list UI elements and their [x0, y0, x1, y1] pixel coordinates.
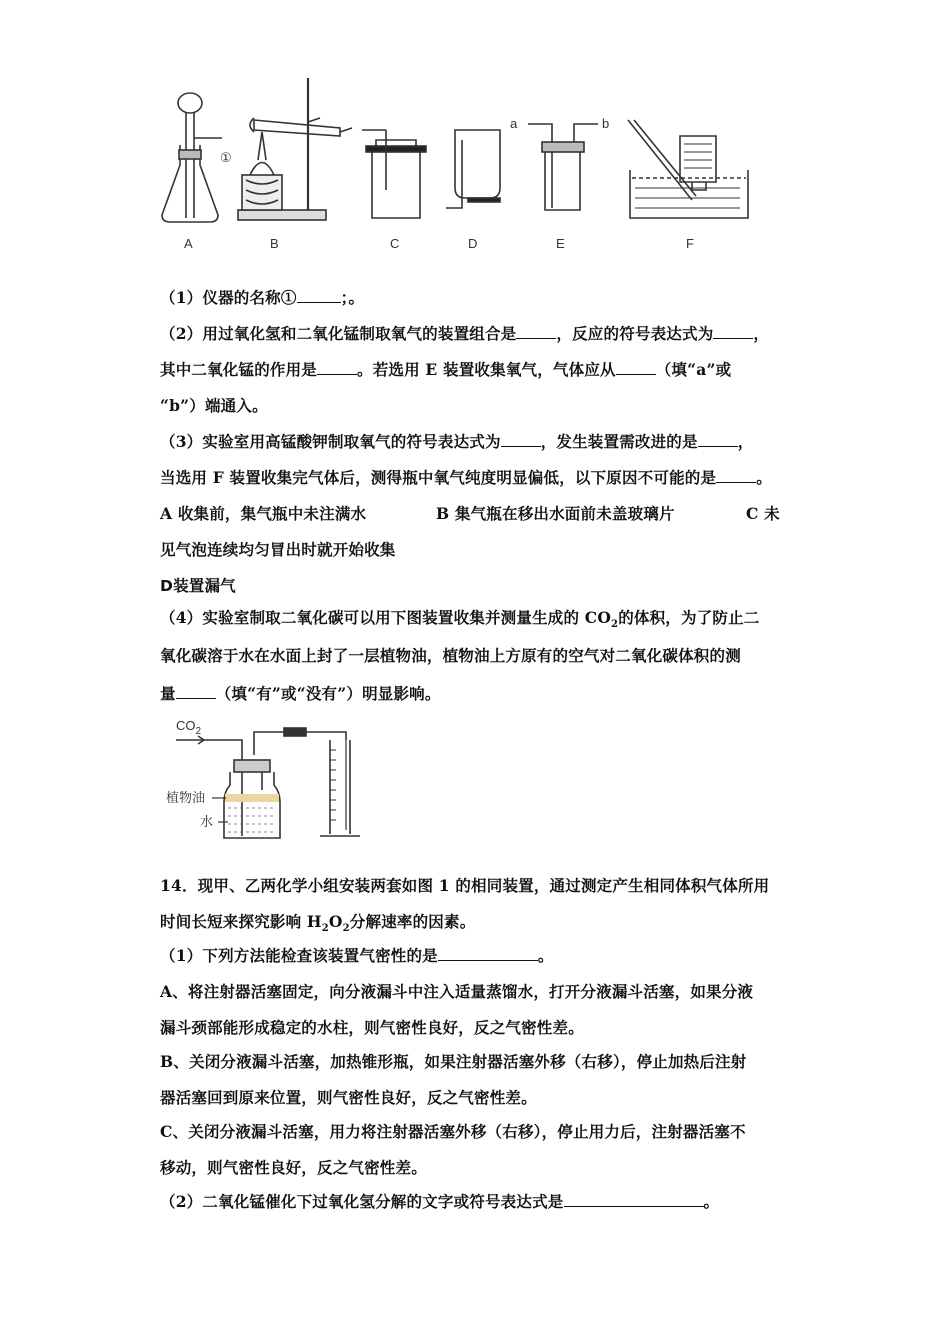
q13-part3-line1: （3）实验室用高锰酸钾制取氧气的符号表达式为 ，发生装置需改进的是 ， [160, 432, 754, 451]
answer-blank[interactable] [698, 432, 738, 447]
q14-part1: （1）下列方法能检查该装置气密性的是 。 [160, 946, 554, 965]
answer-blank[interactable] [176, 684, 216, 699]
label-e: E [556, 236, 565, 251]
apparatus-a [162, 93, 222, 222]
apparatus-c [362, 130, 426, 218]
q14-option-a-line2: 漏斗颈部能形成稳定的水柱，则气密性良好，反之气密性差。 [160, 1018, 584, 1037]
apparatus-b [238, 78, 352, 220]
oil-label: 植物油 [166, 790, 206, 805]
answer-blank[interactable] [501, 432, 541, 447]
answer-blank[interactable] [317, 360, 357, 375]
apparatus-f [628, 120, 748, 218]
q13-part4-line3: 量 （填“有”或“没有”）明显影响。 [160, 684, 441, 703]
q13-part4-line2: 氧化碳溶于水在水面上封了一层植物油，植物油上方原有的空气对二氧化碳体积的测 [160, 646, 741, 665]
q14-option-a-line1: A、将注射器活塞固定，向分液漏斗中注入适量蒸馏水，打开分液漏斗活塞，如果分液 [160, 982, 754, 1001]
option-d: D装置漏气 [160, 577, 236, 595]
answer-blank[interactable] [713, 324, 753, 339]
q13-part4-line1: （4）实验室制取二氧化碳可以用下图装置收集并测量生成的 $CO_2$的体积，为了防止二 [160, 608, 760, 631]
q14-part2: （2）二氧化锰催化下过氧化氢分解的文字或符号表达式是 。 [160, 1192, 720, 1211]
option-a: A 收集前，集气瓶中未注满水 [160, 504, 367, 523]
q14-option-b-line1: B、关闭分液漏斗活塞，加热锥形瓶，如果注射器活塞外移（右移），停止加热后注射 [160, 1052, 747, 1071]
answer-blank[interactable] [716, 468, 756, 483]
option-b: B 集气瓶在移出水面前未盖玻璃片 [436, 504, 675, 523]
water-label: 水 [200, 814, 214, 829]
answer-blank[interactable] [297, 288, 341, 303]
label-b: B [270, 236, 279, 251]
option-c-continued: 见气泡连续均匀冒出时就开始收集 [160, 540, 396, 559]
q14-stem-line1: 14．现甲、乙两化学小组安装两套如图 1 的相同装置，通过测定产生相同体积气体所用 [160, 876, 770, 895]
q14-stem-line2: 时间长短来探究影响 $H_2O_2$分解速率的因素。 [160, 912, 476, 935]
answer-blank[interactable] [564, 1192, 704, 1207]
q13-part2-line2: 其中二氧化锰的作用是 。若选用 E 装置收集氧气，气体应从 （填“a”或 [160, 360, 732, 379]
apparatus-figure [150, 70, 770, 260]
q14-option-c-line1: C、关闭分液漏斗活塞，用力将注射器活塞外移（右移），停止用力后，注射器活塞不 [160, 1122, 746, 1141]
port-a-label: a [510, 116, 518, 131]
label-f: F [686, 236, 694, 251]
apparatus-d [446, 130, 500, 208]
q14-option-b-line2: 器活塞回到原来位置，则气密性良好，反之气密性差。 [160, 1088, 537, 1107]
option-c: C 未 [746, 504, 780, 523]
answer-blank[interactable] [516, 324, 556, 339]
label-d: D [468, 236, 478, 251]
port-b-label: b [602, 116, 610, 131]
q13-part2-line3: “b”）端通入。 [160, 396, 268, 415]
marker-1: ① [220, 150, 232, 165]
answer-blank[interactable] [438, 946, 538, 961]
co2-label: $CO_2$ [176, 718, 202, 737]
q13-part3-line2: 当选用 F 装置收集完气体后，测得瓶中氧气纯度明显偏低，以下原因不可能的是 。 [160, 468, 772, 487]
label-a: A [184, 236, 193, 251]
q14-option-c-line2: 移动，则气密性良好，反之气密性差。 [160, 1158, 427, 1177]
q13-options-row [160, 502, 780, 524]
answer-blank[interactable] [616, 360, 656, 375]
co2-apparatus-figure [160, 710, 390, 850]
label-c: C [390, 236, 400, 251]
apparatus-e [528, 124, 598, 210]
q13-part2-line1: （2）用过氧化氢和二氧化锰制取氧气的装置组合是 ，反应的符号表达式为 ， [160, 324, 770, 343]
q13-part1: （1）仪器的名称① ；。 [160, 288, 365, 307]
